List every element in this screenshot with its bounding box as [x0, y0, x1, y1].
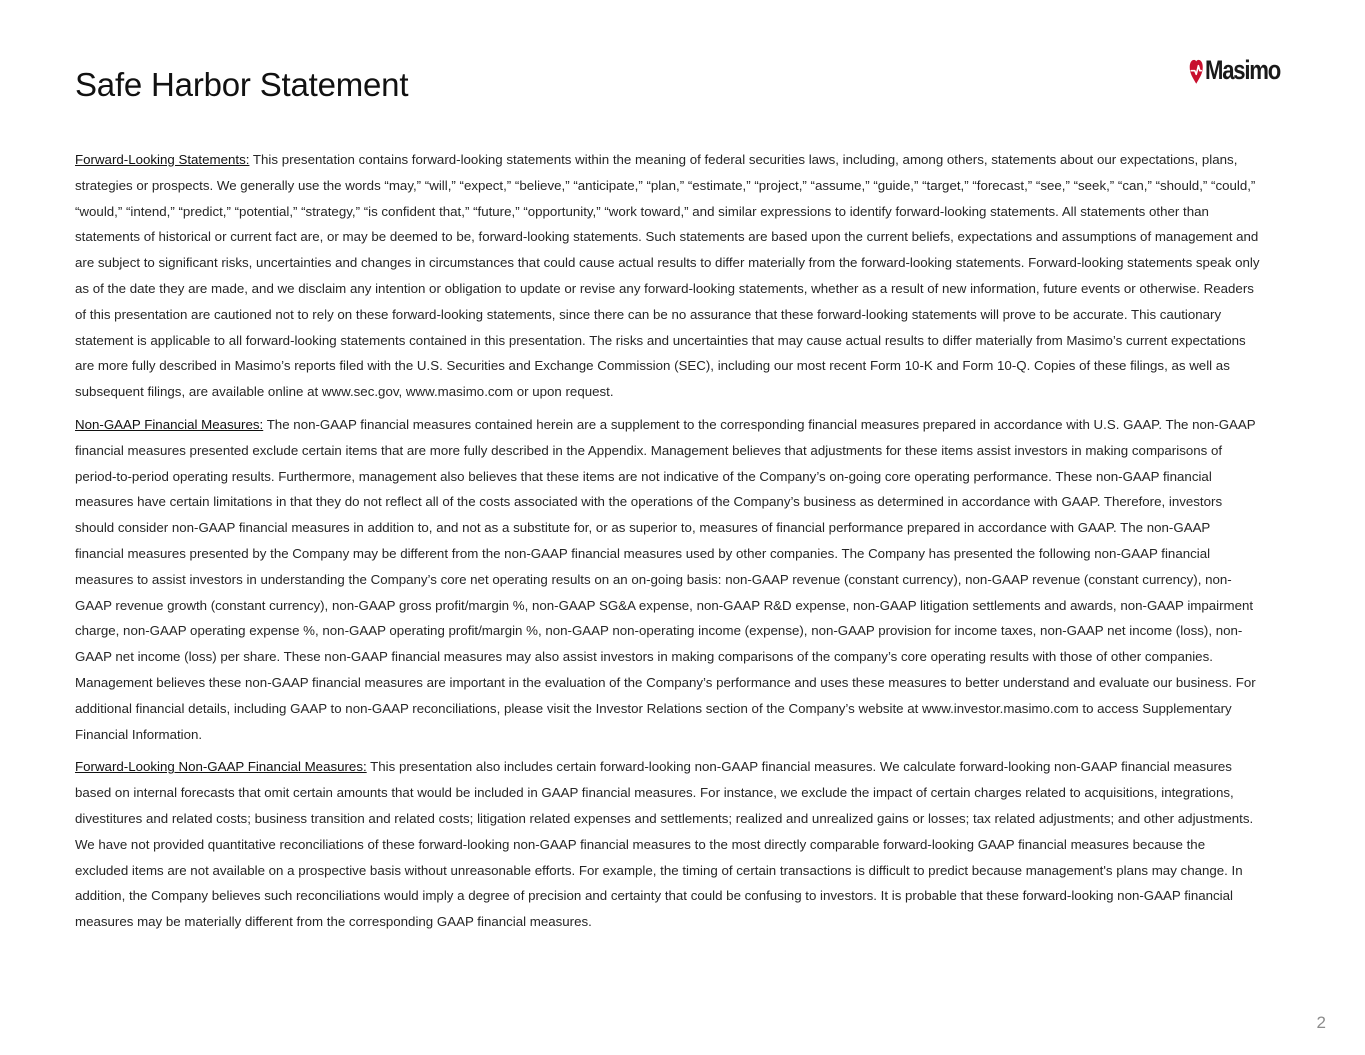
paragraph-non-gaap — [75, 412, 1260, 747]
masimo-logo — [1189, 46, 1297, 94]
paragraph-body: This presentation contains forward-looking statements within the meaning of federal securities laws, including, among others, statements about our expectations, plans, strategies or prospects. We generally use the words “may,” “will,” “expect,” “believe,” “anticipate,” “plan,” “estimate,” “project,” “assume,” “guide,” “target,” “forecast,” “see,” “seek,” “can,” “should,” “could,” “would,” “intend,” “predict,” “potential,” “strategy,” “is confident that,” “future,” “opportunity,” “work toward,” and similar expressions to identify forward-looking statements. All statements other than statements of historical or current fact are, or may be deemed to be, forward-looking statements. Such statements are based upon the current beliefs, expectations and assumptions of management and are subject to significant risks, uncertainties and changes in circumstances that could cause actual results to differ materially from the forward-looking statements. Forward-looking statements speak only as of the date they are made, and we disclaim any intention or obligation to update or revise any forward-looking statements, whether as a result of new information, future events or otherwise. Readers of this presentation are cautioned not to rely on these forward-looking statements, since there can be no assurance that these forward-looking statements will prove to be accurate. This cautionary statement is applicable to all forward-looking statements contained in this presentation. The risks and uncertainties that may cause actual results to differ materially from Masimo’s current expectations are more fully described in Masimo’s reports filed with the U.S. Securities and Exchange Commission (SEC), including our most recent Form 10-K and Form 10-Q. Copies of these filings, as well as subsequent filings, are available online at www.sec.gov, www.masimo.com or upon request. — [75, 152, 1260, 400]
page-number: 2 — [1316, 1013, 1326, 1032]
paragraph-forward-looking — [75, 147, 1260, 405]
logo-wordmark: Masimo — [1205, 54, 1281, 85]
paragraph-heading: Non-GAAP Financial Measures: — [75, 416, 264, 432]
page-title: Safe Harbor Statement — [75, 66, 409, 103]
paragraph-heading: Forward-Looking Non-GAAP Financial Measures: — [75, 759, 367, 775]
safe-harbor-content — [75, 147, 1260, 942]
paragraph-heading: Forward-Looking Statements: — [75, 152, 250, 167]
masimo-heart-logo-icon — [1189, 50, 1203, 90]
paragraph-forward-looking-non-gaap — [75, 754, 1260, 935]
paragraph-body: The non-GAAP financial measures contained herein are a supplement to the corresponding financial measures prepared in accordance with U.S. GAAP. The non-GAAP financial measures presented exclude certain items that are more fully described in the Appendix. Management believes that adjustments for these items assist investors in making comparisons of period-to-period operating results. Furthermore, management also believes that these items are not indicative of the Company’s on-going core operating performance. These non-GAAP financial measures have certain limitations in that they do not reflect all of the costs associated with the operations of the Company’s business as determined in accordance with GAAP. Therefore, investors should consider non-GAAP financial measures in addition to, and not as a substitute for, or as superior to, measures of financial performance prepared in accordance with GAAP. The non-GAAP financial measures presented by the Company may be different from the non-GAAP financial measures used by other companies. The Company has presented the following non-GAAP financial measures to assist investors in understanding the Company’s core net operating results on an on-going basis: non-GAAP revenue (constant currency), non-GAAP revenue (constant currency), non-GAAP revenue growth (constant currency), non-GAAP gross profit/margin %, non-GAAP SG&A expense, non-GAAP R&D expense, non-GAAP litigation settlements and awards, non-GAAP impairment charge, non-GAAP operating expense %, non-GAAP operating profit/margin %, non-GAAP non-operating income (expense), non-GAAP provision for income taxes, non-GAAP net income (loss), non-GAAP net income (loss) per share. These non-GAAP financial measures may also assist investors in making comparisons of the company’s core operating results with those of other companies. Management believes these non-GAAP financial measures are important in the evaluation of the Company’s performance and uses these measures to better understand and evaluate our business. For additional financial details, including GAAP to non-GAAP reconciliations, please visit the Investor Relations section of the Company’s website at www.investor.masimo.com to access Supplementary Financial Information. — [75, 416, 1256, 742]
paragraph-body: This presentation also includes certain forward-looking non-GAAP financial measures. We calculate forward-looking non-GAAP financial measures based on internal forecasts that omit certain amounts that would be included in GAAP financial measures. For instance, we exclude the impact of certain charges related to acquisitions, integrations, divestitures and related costs; business transition and related costs; litigation related expenses and settlements; realized and unrealized gains or losses; tax related adjustments; and other adjustments. We have not provided quantitative reconciliations of these forward-looking non-GAAP financial measures to the most directly comparable forward-looking GAAP financial measures because the excluded items are not available on a prospective basis without unreasonable efforts. For example, the timing of certain transactions is difficult to predict because management's plans may change. In addition, the Company believes such reconciliations would imply a degree of precision and certainty that could be confusing to investors. It is probable that these forward-looking non-GAAP financial measures may be materially different from the corresponding GAAP financial measures. — [75, 759, 1254, 930]
